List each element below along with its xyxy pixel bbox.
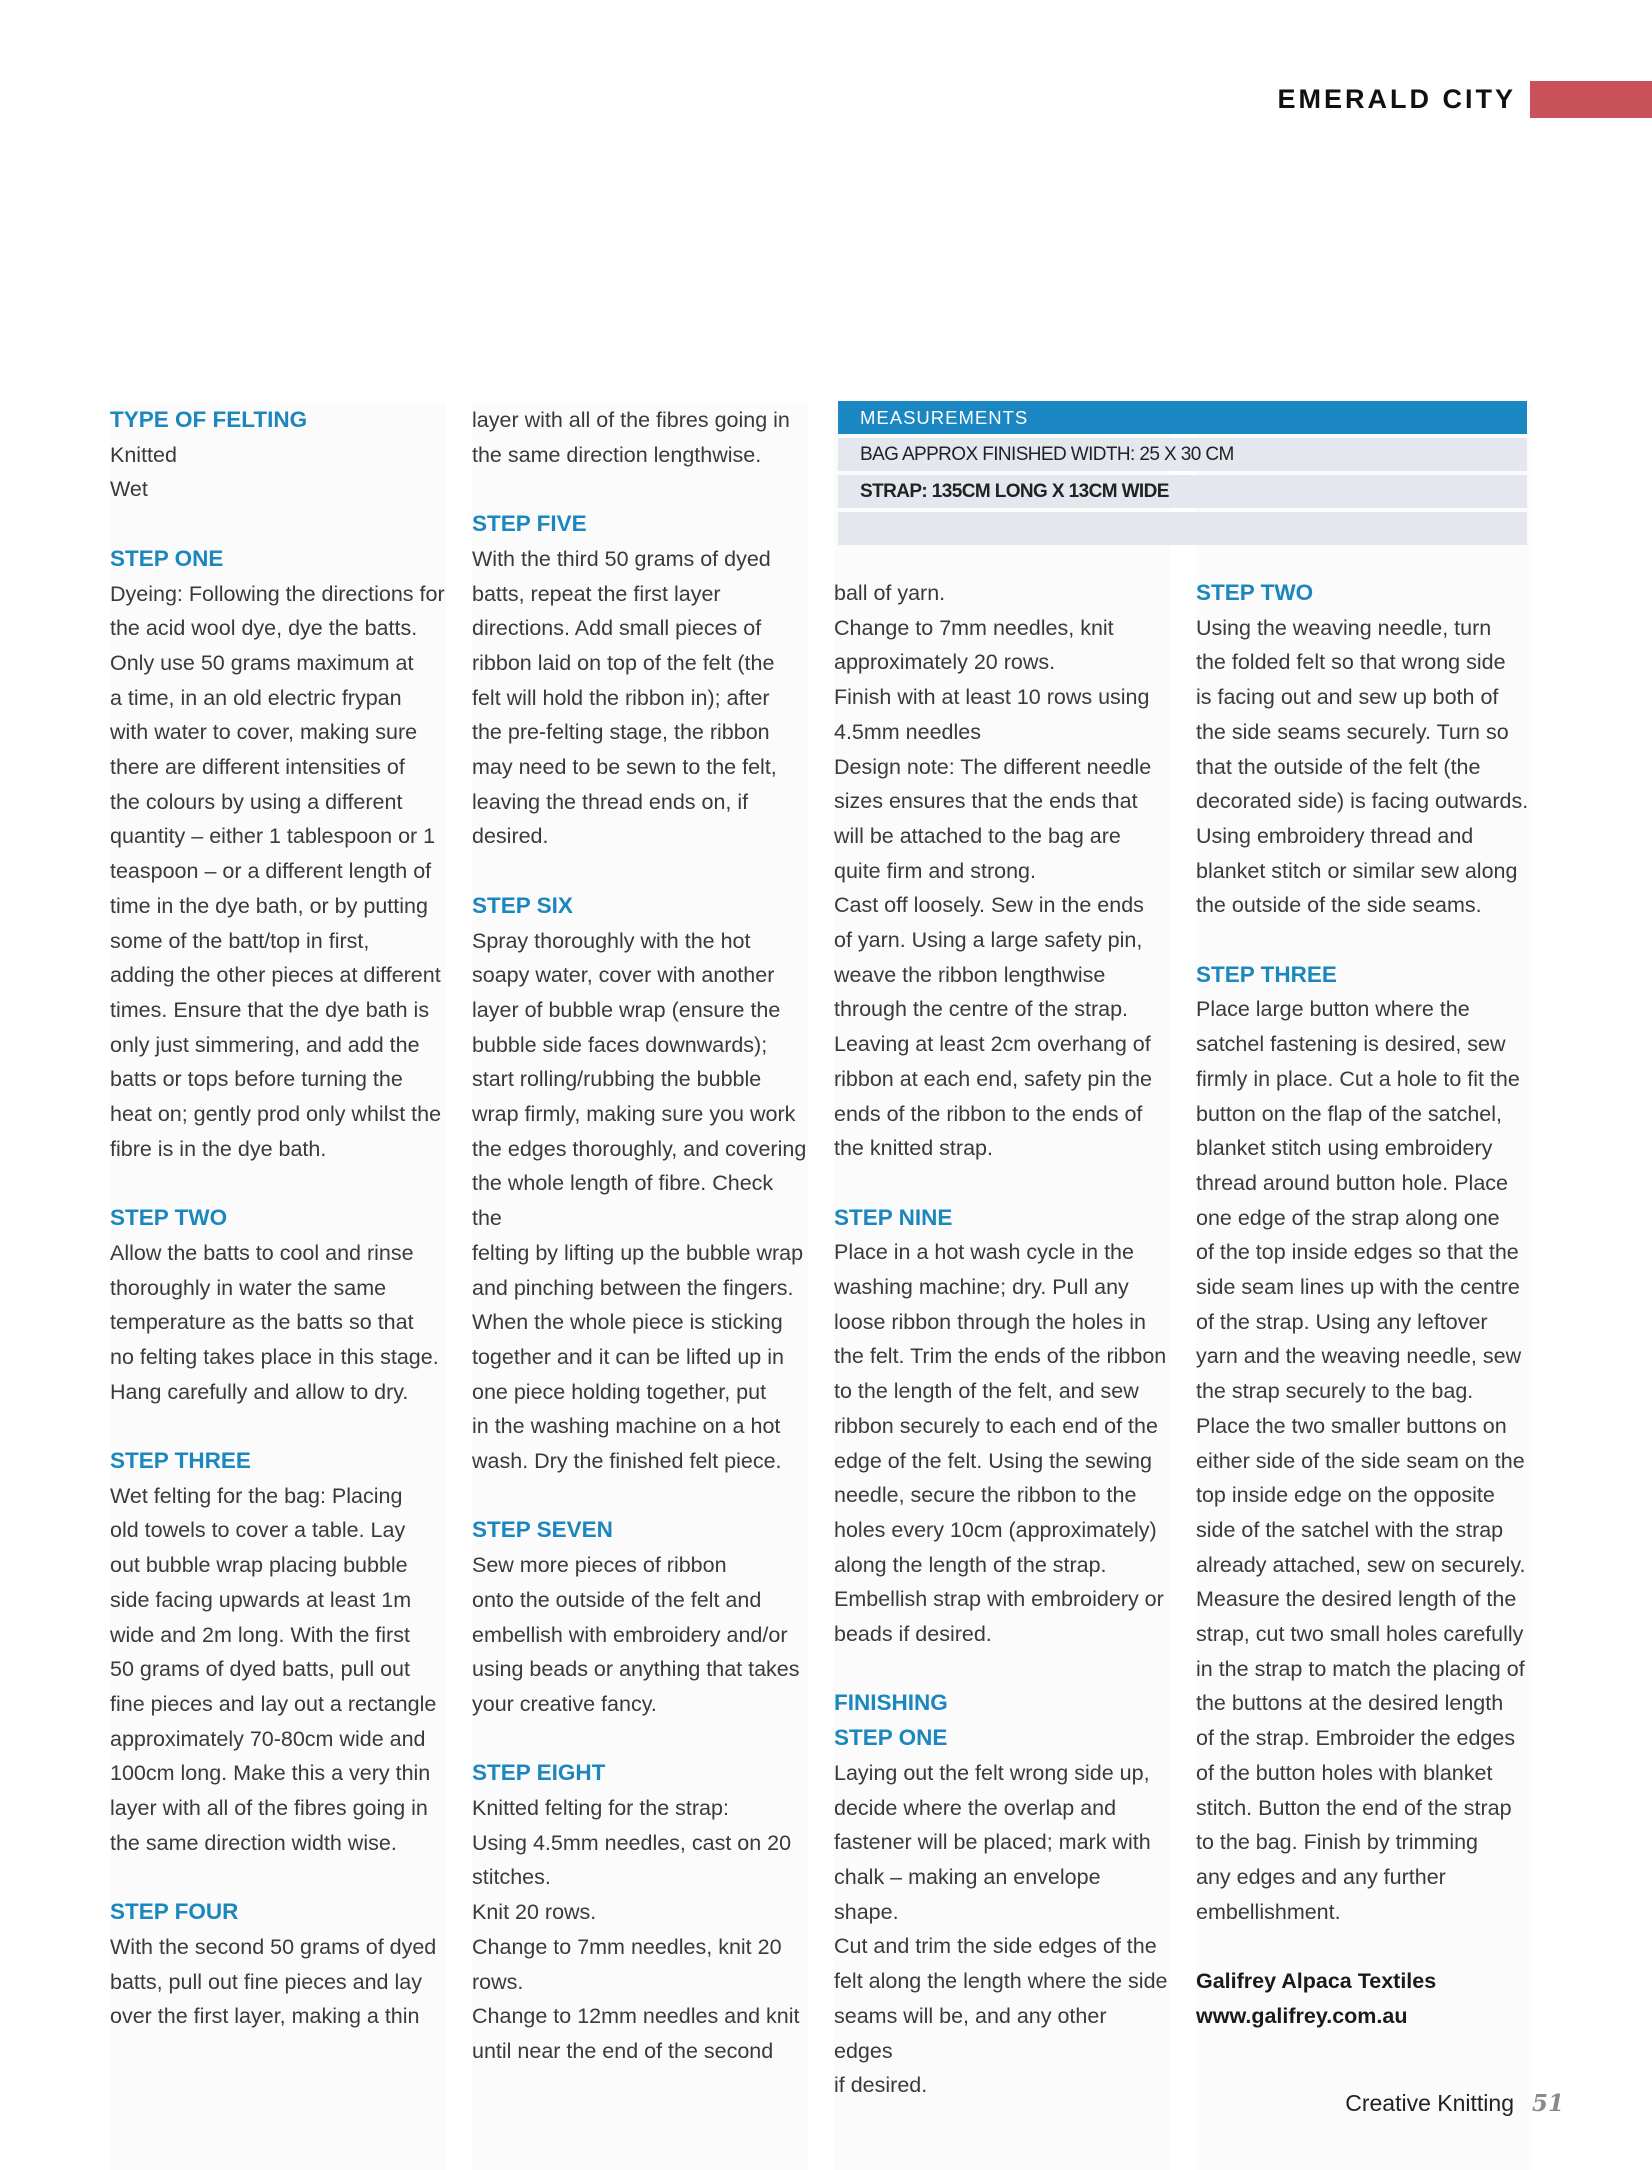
body-text-line: With the second 50 grams of dyed [110,1934,437,1959]
body-text-line: Wet [110,477,148,502]
body-text-line: leaving the thread ends on, if [472,789,749,814]
body-text-line: with water to cover, making sure [110,720,418,745]
body-text-line: layer with all of the fibres going in [472,408,790,432]
step-heading: STEP ONE [834,1725,948,1751]
body-text-line: onto the outside of the felt and [472,1587,762,1612]
body-text-line: in the washing machine on a hot [472,1414,781,1439]
magazine-name: Creative Knitting [1345,2090,1514,2116]
body-text-line: that the outside of the felt (the [1196,754,1481,779]
body-text-line: the same direction lengthwise. [472,442,762,467]
body-text-line: Only use 50 grams maximum at [110,650,414,675]
body-text-line: batts, pull out fine pieces and lay [110,1969,422,1994]
body-text-line: through the centre of the strap. [834,997,1129,1022]
body-text-line: loose ribbon through the holes in [834,1309,1146,1334]
body-text-line: of the strap. Using any leftover [1196,1309,1488,1334]
body-text-line: beads if desired. [834,1622,992,1647]
measurement-strap: STRAP: 135CM LONG X 13CM WIDE [838,475,1527,508]
text-column-4 [1196,576,1532,2034]
page-footer [1345,2090,1564,2117]
body-text-line: the folded felt so that wrong side [1196,650,1506,675]
body-text-line: to the bag. Finish by trimming [1196,1830,1479,1855]
credit-line: www.galifrey.com.au [1196,2003,1408,2028]
body-text-line: Knitted felting for the strap: [472,1796,729,1821]
body-text-line: times. Ensure that the dye bath is [110,997,430,1022]
text-column-2 [472,403,808,2069]
body-text-line: one piece holding together, put [472,1379,767,1404]
body-text-line: batts or tops before turning the [110,1067,403,1092]
body-text-line: bubble side faces downwards); [472,1032,768,1057]
body-text-line: embellishment. [1196,1899,1341,1924]
body-text-line: fine pieces and lay out a rectangle [110,1691,437,1716]
body-text-line: fibre is in the dye bath. [110,1136,327,1161]
step-heading: STEP EIGHT [472,1760,606,1786]
body-text-line: in the strap to match the placing of [1196,1656,1525,1681]
body-text-line: the same direction width wise. [110,1830,397,1855]
body-text-line: some of the batt/top in first, [110,928,370,953]
body-text-line: felt along the length where the side [834,1969,1168,1994]
body-text-line: felt will hold the ribbon in); after [472,685,770,710]
step-heading: STEP TWO [110,1205,228,1231]
paragraph-gap [110,507,446,542]
body-text-line: ribbon at each end, safety pin the [834,1066,1152,1091]
text-column-3 [834,576,1170,2103]
body-text-line: the edges thoroughly, and covering [472,1136,807,1161]
body-text-line: the acid wool dye, dye the batts. [110,616,418,641]
body-text-line: edge of the felt. Using the sewing [834,1448,1152,1473]
body-text-line: washing machine; dry. Pull any [834,1275,1129,1300]
text-column-1 [110,403,446,2034]
body-text-line: layer with all of the fibres going in [110,1796,428,1821]
body-text-line: any edges and any further [1196,1865,1446,1889]
body-text-line: may need to be sewn to the felt, [472,755,777,780]
body-text-line: the colours by using a different [110,789,403,814]
body-text-line: if desired. [834,2073,928,2098]
step-heading: FINISHING [834,1690,948,1716]
step-heading: STEP NINE [834,1204,953,1230]
body-text-line: Change to 7mm needles, knit [834,615,1114,640]
body-text-line: blanket stitch or similar sew along [1196,858,1518,883]
body-text-line: button on the flap of the satchel, [1196,1101,1502,1126]
body-text-line: already attached, sew on securely. [1196,1552,1526,1577]
body-text-line: chalk – making an envelope shape. [834,1864,1101,1924]
body-text-line: using beads or anything that takes [472,1657,800,1682]
body-text-line: side of the satchel with the strap [1196,1517,1504,1542]
body-text-line: Cast off loosely. Sew in the ends [834,893,1144,918]
step-heading: STEP ONE [110,545,224,571]
body-text-line: 100cm long. Make this a very thin [110,1761,431,1786]
body-text-line: yarn and the weaving needle, sew [1196,1344,1522,1369]
body-text-line: the felt. Trim the ends of the ribbon [834,1344,1167,1369]
step-heading: STEP SIX [472,892,573,918]
body-text-line: of the button holes with blanket [1196,1760,1493,1785]
measurement-bag-width: BAG APPROX FINISHED WIDTH: 25 X 30 CM [838,438,1527,471]
body-text-line: felting by lifting up the bubble wrap [472,1240,804,1265]
body-text-line: old towels to cover a table. Lay [110,1518,406,1543]
body-text-line: Sew more pieces of ribbon [472,1553,727,1578]
paragraph-gap [1196,923,1532,958]
body-text-line: together and it can be lifted up in [472,1344,784,1369]
body-text-line: fastener will be placed; mark with [834,1830,1151,1855]
body-text-line: Place large button where the [1196,997,1470,1022]
body-text-line: teaspoon – or a different length of [110,859,432,884]
body-text-line: only just simmering, and add the [110,1032,420,1057]
body-text-line: seams will be, and any other edges [834,2003,1107,2063]
step-heading: STEP TWO [1196,580,1314,605]
body-text-line: one edge of the strap along one [1196,1205,1500,1230]
measurements-heading: MEASUREMENTS [838,401,1527,434]
body-text-line: approximately 70-80cm wide and [110,1726,426,1751]
body-text-line: Using embroidery thread and [1196,823,1474,848]
body-text-line: side seam lines up with the centre [1196,1275,1520,1300]
section-title: EMERALD CITY [1277,84,1516,114]
body-text-line: Measure the desired length of the [1196,1587,1517,1612]
body-text-line: of yarn. Using a large safety pin, [834,928,1143,953]
body-text-line: Leaving at least 2cm overhang of [834,1032,1151,1057]
body-text-line: Dyeing: Following the directions for [110,581,445,606]
body-text-line: side facing upwards at least 1m [110,1587,412,1612]
body-text-line: Allow the batts to cool and rinse [110,1240,414,1265]
step-heading: STEP SEVEN [472,1517,613,1543]
body-text-line: along the length of the strap. [834,1552,1107,1577]
step-heading: STEP FOUR [110,1899,239,1925]
body-text-line: Wet felting for the bag: Placing [110,1483,403,1508]
body-text-line: top inside edge on the opposite [1196,1483,1495,1508]
body-text-line: Change to 12mm needles and knit [472,2004,800,2029]
body-text-line: there are different intensities of [110,755,405,780]
body-text-line: Laying out the felt wrong side up, [834,1760,1150,1785]
body-text-line: stitches. [472,1865,551,1890]
body-text-line: your creative fancy. [472,1691,657,1716]
paragraph-gap [1196,1929,1532,1964]
body-text-line: is facing out and sew up both of [1196,685,1499,710]
body-text-line: out bubble wrap placing bubble [110,1553,408,1578]
body-text-line: embellish with embroidery and/or [472,1622,788,1647]
body-text-line: the outside of the side seams. [1196,893,1482,918]
body-text-line: When the whole piece is sticking [472,1310,783,1335]
paragraph-gap [472,1479,808,1514]
paragraph-gap [472,1722,808,1757]
body-text-line: a time, in an old electric frypan [110,685,402,710]
paragraph-gap [834,1166,1170,1201]
body-text-line: Cut and trim the side edges of the [834,1934,1157,1959]
body-text-line: the pre-felting stage, the ribbon [472,720,770,745]
step-heading: TYPE OF FELTING [110,407,308,432]
body-text-line: Finish with at least 10 rows using [834,685,1150,710]
body-text-line: Change to 7mm needles, knit 20 [472,1934,782,1959]
step-heading: STEP FIVE [472,511,587,537]
body-text-line: the side seams securely. Turn so [1196,719,1509,744]
body-text-line: heat on; gently prod only whilst the [110,1102,442,1127]
body-text-line: With the third 50 grams of dyed [472,546,771,571]
body-text-line: rows. [472,1969,524,1994]
body-text-line: the whole length of fibre. Check the [472,1171,774,1231]
body-text-line: wrap firmly, making sure you work [472,1102,796,1127]
body-text-line: stitch. Button the end of the strap [1196,1795,1512,1820]
body-text-line: the strap securely to the bag. [1196,1379,1474,1404]
paragraph-gap [110,1860,446,1895]
paragraph-gap [472,854,808,889]
body-text-line: until near the end of the second [472,2038,774,2063]
body-text-line: of the strap. Embroider the edges [1196,1726,1516,1751]
body-text-line: approximately 20 rows. [834,650,1056,675]
paragraph-gap [834,1652,1170,1687]
body-text-line: needle, secure the ribbon to the [834,1483,1137,1508]
body-text-line: ends of the ribbon to the ends of [834,1101,1143,1126]
body-text-line: decide where the overlap and [834,1795,1117,1820]
step-heading: STEP THREE [110,1448,251,1474]
body-text-line: sizes ensures that the ends that [834,789,1138,814]
body-text-line: adding the other pieces at different [110,963,441,988]
body-text-line: ribbon securely to each end of the [834,1413,1158,1438]
body-text-line: Design note: The different needle [834,754,1152,779]
body-text-line: temperature as the batts so that [110,1310,414,1335]
body-text-line: time in the dye bath, or by putting [110,893,428,918]
body-text-line: will be attached to the bag are [834,823,1121,848]
paragraph-gap [110,1166,446,1201]
body-text-line: satchel fastening is desired, sew [1196,1032,1506,1057]
body-text-line: quite firm and strong. [834,858,1036,883]
step-heading: STEP THREE [1196,961,1337,987]
body-text-line: decorated side) is facing outwards. [1196,789,1529,814]
body-text-line: Place in a hot wash cycle in the [834,1240,1134,1265]
body-text-line: strap, cut two small holes carefully [1196,1622,1524,1647]
body-text-line: Using the weaving needle, turn [1196,615,1492,640]
body-text-line: either side of the side seam on the [1196,1448,1525,1473]
credit-line: Galifrey Alpaca Textiles [1196,1969,1437,1994]
body-text-line: weave the ribbon lengthwise [834,962,1106,987]
body-text-line: 4.5mm needles [834,719,981,744]
measurements-box [838,401,1527,549]
body-text-line: start rolling/rubbing the bubble [472,1067,762,1092]
body-text-line: blanket stitch using embroidery [1196,1136,1493,1161]
body-text-line: desired. [472,824,549,849]
body-text-line: holes every 10cm (approximately) [834,1517,1157,1542]
body-text-line: thread around button hole. Place [1196,1170,1508,1195]
body-text-line: Spray thoroughly with the hot [472,928,751,953]
body-text-line: and pinching between the fingers. [472,1275,794,1300]
body-text-line: ball of yarn. [834,581,946,605]
header-accent-bar [1530,81,1652,118]
body-text-line: of the top inside edges so that the [1196,1240,1519,1265]
body-text-line: layer of bubble wrap (ensure the [472,997,781,1022]
body-text-line: soapy water, cover with another [472,963,775,988]
body-text-line: Using 4.5mm needles, cast on 20 [472,1830,792,1855]
body-text-line: to the length of the felt, and sew [834,1379,1139,1404]
body-text-line: Knitted [110,442,177,467]
body-text-line: Place the two smaller buttons on [1196,1413,1507,1438]
body-text-line: firmly in place. Cut a hole to fit the [1196,1066,1520,1091]
paragraph-gap [110,1409,446,1444]
body-text-line: ribbon laid on top of the felt (the [472,650,775,675]
body-text-line: thoroughly in water the same [110,1275,387,1300]
body-text-line: quantity – either 1 tablespoon or 1 [110,824,436,849]
body-text-line: directions. Add small pieces of [472,616,762,641]
paragraph-gap [472,472,808,507]
body-text-line: 50 grams of dyed batts, pull out [110,1657,410,1682]
body-text-line: over the first layer, making a thin [110,2004,420,2029]
body-text-line: no felting takes place in this stage. [110,1344,439,1369]
body-text-line: Knit 20 rows. [472,1900,597,1925]
body-text-line: wash. Dry the finished felt piece. [472,1449,782,1474]
measurement-empty-row [838,512,1527,545]
body-text-line: the knitted strap. [834,1136,993,1161]
page-number: 51 [1531,2090,1564,2117]
body-text-line: Embellish strap with embroidery or [834,1587,1164,1612]
body-text-line: wide and 2m long. With the first [110,1622,410,1647]
body-text-line: the buttons at the desired length [1196,1691,1504,1716]
body-text-line: batts, repeat the first layer [472,581,721,606]
body-text-line: Hang carefully and allow to dry. [110,1379,409,1404]
